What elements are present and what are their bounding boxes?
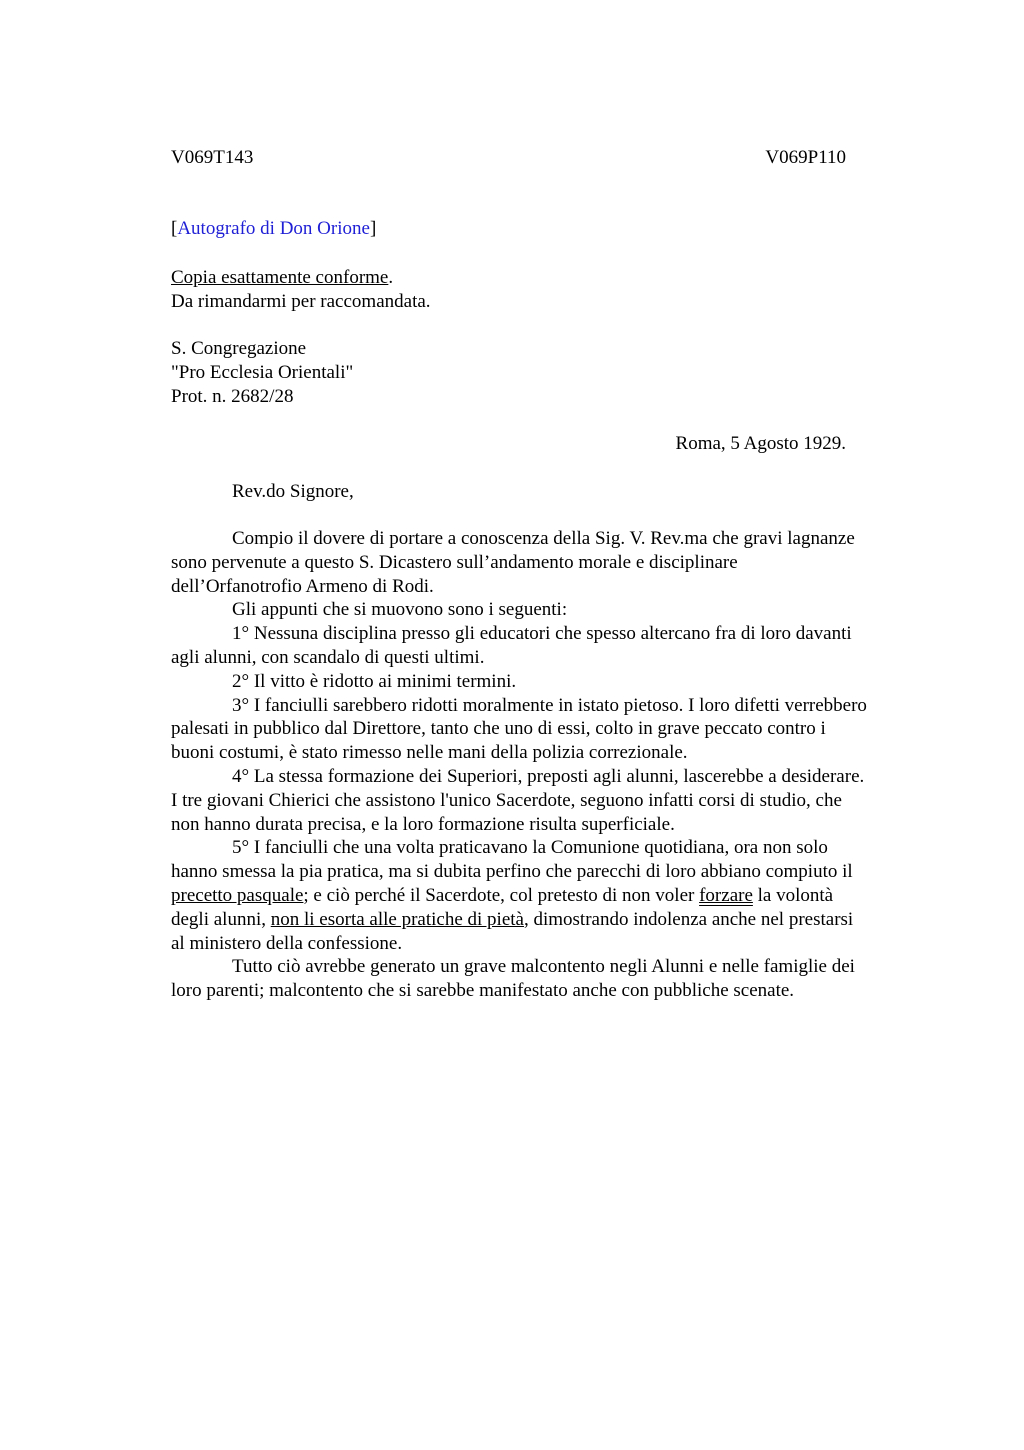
- text-segment: degli alunni,: [171, 908, 271, 930]
- copy-note-line-1: [171, 266, 431, 290]
- document-code-left: V069T143: [171, 147, 254, 168]
- autograph-note: [171, 217, 376, 241]
- underlined-phrase: precetto pasquale: [171, 884, 304, 906]
- underlined-phrase: non li esorta alle pratiche di pietà: [270, 908, 524, 930]
- document-code-right: V069P110: [765, 147, 846, 168]
- text-line: [171, 885, 833, 906]
- autograph-label: Autografo di Don Orione: [177, 218, 370, 239]
- text-line: hanno smessa la pia pratica, ma si dubita perfino che parecchi di loro abbiano compiuto il: [171, 861, 853, 883]
- paragraph-intro: [171, 527, 931, 598]
- text-line: Gli appunti che si muovono sono i seguenti:: [232, 599, 568, 621]
- text-line: agli alunni, con scandalo di questi ultimi.: [171, 646, 485, 668]
- salutation: Rev.do Signore,: [232, 481, 354, 502]
- text-line: sono pervenute a questo S. Dicastero sull’andamento morale e disciplinare: [171, 551, 738, 573]
- double-underlined-word: forzare: [699, 884, 753, 906]
- sender-line-3: Prot. n. 2682/28: [171, 385, 294, 407]
- text-line: [171, 909, 853, 930]
- text-line: 3° I fanciulli sarebbero ridotti moralmente in istato pietoso. I loro difetti verrebbero: [232, 694, 867, 716]
- sender-line-2: "Pro Ecclesia Orientali": [171, 361, 354, 383]
- text-line: I tre giovani Chierici che assistono l'unico Sacerdote, seguono infatti corsi di studio, che: [171, 789, 842, 811]
- sender-block: [171, 337, 353, 408]
- text-segment: la volontà: [752, 884, 834, 906]
- autograph-open-bracket: [: [171, 218, 178, 239]
- paragraph-conclusion: [171, 955, 931, 1003]
- text-line: 4° La stessa formazione dei Superiori, preposti agli alunni, lascerebbe a desiderare.: [232, 765, 865, 787]
- text-line: loro parenti; malcontento che si sarebbe manifestato anche con pubbliche scenate.: [171, 980, 795, 1002]
- paragraph-point-4: [171, 765, 931, 836]
- copy-note: [171, 266, 431, 314]
- text-line: dell’Orfanotrofio Armeno di Rodi.: [171, 575, 434, 597]
- paragraph-point-1: [171, 622, 931, 670]
- paragraph-point-2: [171, 670, 931, 694]
- text-line: 5° I fanciulli che una volta praticavano la Comunione quotidiana, ora non solo: [232, 837, 828, 859]
- text-segment: ; e ciò perché il Sacerdote, col pretesto di non voler: [303, 884, 700, 906]
- paragraph-point-5: [171, 836, 931, 955]
- letter-date: Roma, 5 Agosto 1929.: [675, 433, 846, 454]
- document-header: [171, 146, 846, 170]
- autograph-close-bracket: ]: [369, 218, 377, 239]
- text-segment: , dimostrando indolenza anche nel prestarsi: [523, 908, 854, 930]
- text-line: 1° Nessuna disciplina presso gli educatori che spesso altercano fra di loro davanti: [232, 623, 852, 645]
- paragraph-appunti: [171, 598, 931, 622]
- text-line: Tutto ciò avrebbe generato un grave malcontento negli Alunni e nelle famiglie dei: [232, 956, 855, 978]
- text-line: buoni costumi, è stato rimesso nelle mani della polizia correzionale.: [171, 742, 688, 764]
- text-line: 2° Il vitto è ridotto ai minimi termini.: [232, 670, 517, 692]
- letter-body: [171, 527, 931, 1003]
- text-line: palesati in pubblico dal Direttore, tanto che uno di essi, colto in grave peccato contro i: [171, 718, 826, 740]
- copy-note-period: .: [388, 267, 394, 288]
- sender-line-1: S. Congregazione: [171, 338, 307, 359]
- copy-note-underlined: Copia esattamente conforme: [171, 267, 389, 288]
- copy-note-line-2: Da rimandarmi per raccomandata.: [171, 290, 431, 312]
- text-line: al ministero della confessione.: [171, 932, 403, 954]
- text-line: Compio il dovere di portare a conoscenza della Sig. V. Rev.ma che gravi lagnanze: [232, 528, 855, 549]
- text-line: non hanno durata precisa, e la loro formazione risulta superficiale.: [171, 813, 675, 835]
- paragraph-point-3: [171, 694, 931, 765]
